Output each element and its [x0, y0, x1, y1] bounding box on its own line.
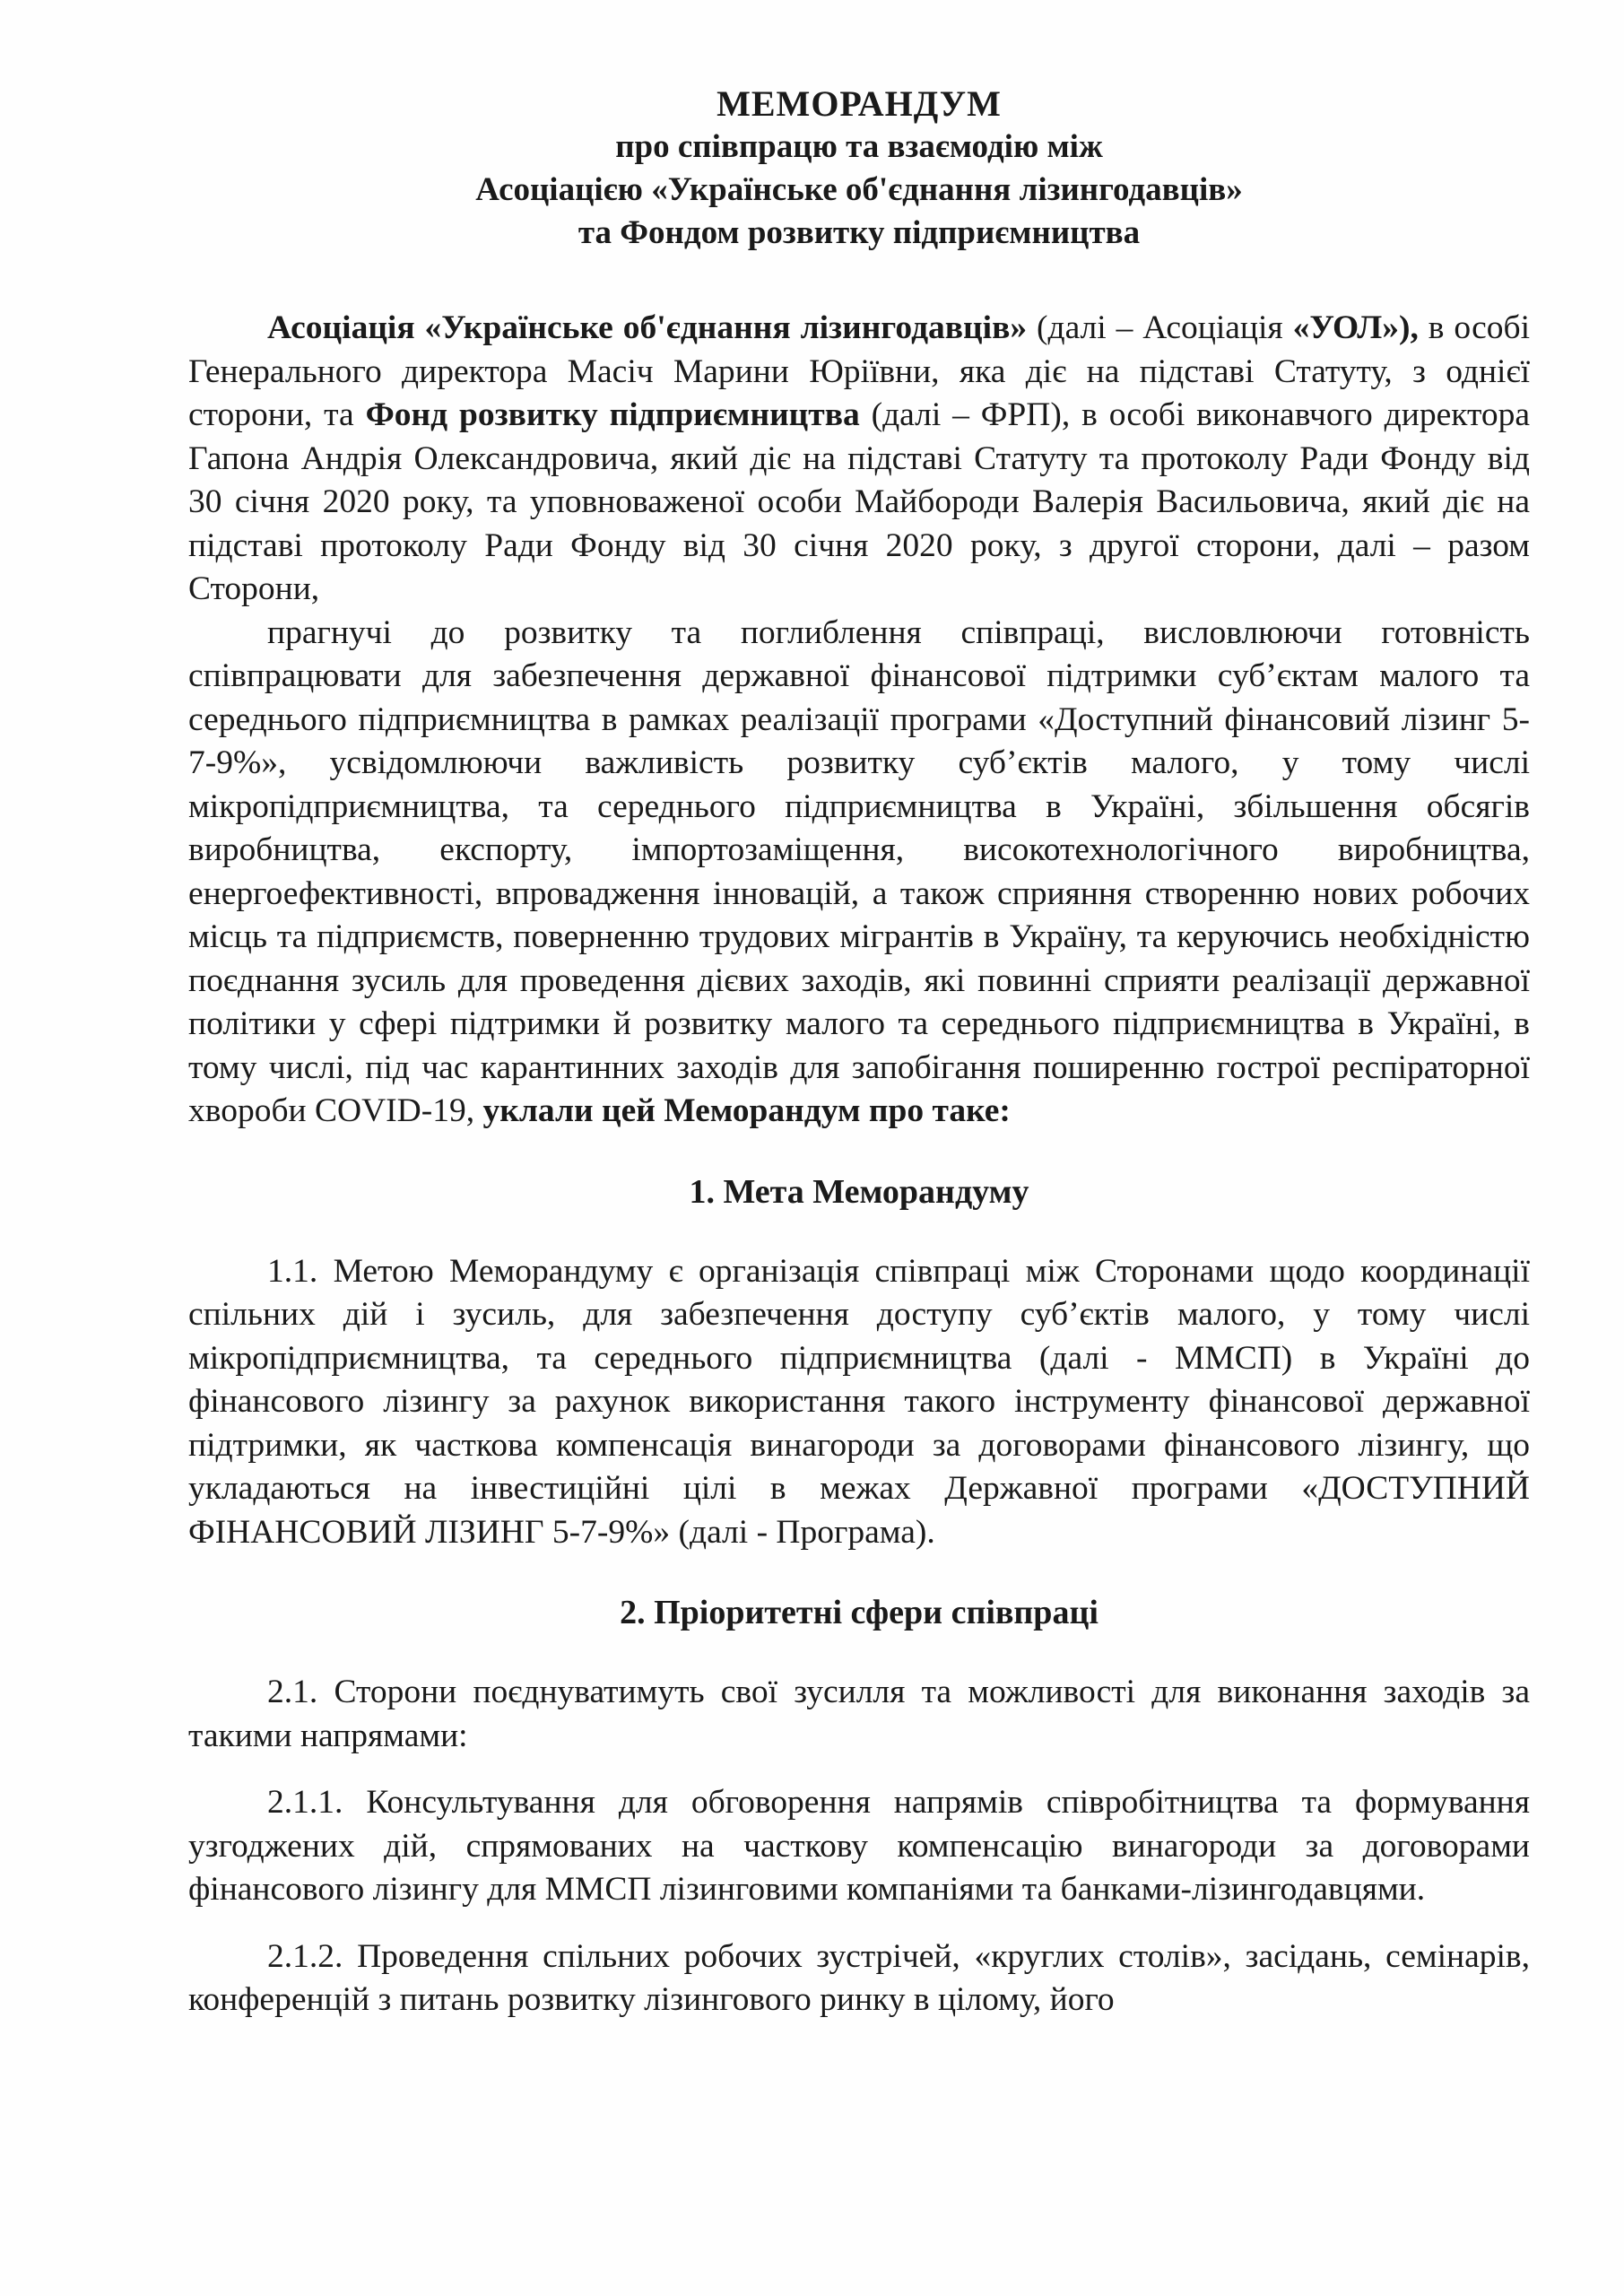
clause-2-1-2: 2.1.2. Проведення спільних робочих зустрічей, «круглих столів», засідань, семінарів, конференцій з питань розвитку лізингового ринку в цілому, його — [188, 1937, 1530, 2018]
section-1-heading: 1. Мета Меморандуму — [689, 1172, 1029, 1211]
title-line-2: про співпрацю та взаємодію між — [615, 128, 1103, 165]
preamble-parties — [188, 307, 1530, 612]
section-2-heading: 2. Пріоритетні сфери співпраці — [620, 1594, 1099, 1631]
document-title-block — [188, 83, 1530, 255]
clause-1-1: 1.1. Метою Меморандуму є організація співпраці між Сторонами щодо координації спільних дій і зусиль, для забезпечення доступу суб’єктів малого, у тому числі мікропідприємництва, та середнього підприємництва (далі - ММСП) в Україні до фінансового лізингу за рахунок використання такого інструменту фінансової державної підтримки, як часткова компенсація винагороди за договорами фінансового лізингу, що укладаються на інвестиційні цілі в межах Державної програми «ДОСТУПНИЙ ФІНАНСОВИЙ ЛІЗИНГ 5-7-9%» (далі - Програма). — [188, 1252, 1530, 1551]
party1-details: в особі Генерального директора Масіч Марини Юріївни, яка діє на підставі Статуту, з однієї сторони, та — [188, 309, 1530, 433]
party1-name: Асоціація «Українське об'єднання лізингодавців» — [267, 309, 1028, 346]
clause-2-1-1: 2.1.1. Консультування для обговорення напрямів співробітництва та формування узгоджених дій, спрямованих на часткову компенсацію винагороди за договорами фінансового лізингу для ММСП лізинговими компаніями та банками-лізингодавцями. — [188, 1784, 1530, 1908]
party1-abbr: «УОЛ»), — [1292, 309, 1419, 346]
party2-name: Фонд розвитку підприємництва — [365, 396, 860, 433]
title-line-4: та Фондом розвитку підприємництва — [578, 214, 1141, 251]
title-line-3: Асоціацією «Українське об'єднання лізингодавців» — [475, 171, 1243, 208]
clause-2-1: 2.1. Сторони поєднуватимуть свої зусилля та можливості для виконання заходів за такими напрямами: — [188, 1674, 1530, 1754]
preamble-intent — [188, 612, 1530, 1134]
intent-conclusion: уклали цей Меморандум про таке: — [482, 1092, 1011, 1129]
document-title: МЕМОРАНДУМ — [716, 83, 1002, 124]
document-body — [188, 83, 1530, 2022]
intent-text: прагнучі до розвитку та поглиблення співпраці, висловлюючи готовність співпрацювати для забезпечення державної фінансової підтримки суб’єктам малого та середнього підприємництва в рамках реалізації програми «Доступний фінансовий лізинг 5-7-9%», усвідомлюючи важливість розвитку суб’єктів малого, у тому числі мікропідприємництва, та середнього підприємництва в Україні, збільшення обсягів виробництва, експорту, імпортозаміщення, високотехнологічного виробництва, енергоефективності, впровадження інновацій, а також сприяння створенню нових робочих місць та підприємств, поверненню трудових мігрантів в Україну, та керуючись необхідністю поєднання зусиль для проведення дієвих заходів, які повинні сприяти реалізації державної політики у сфері підтримки й розвитку малого та середнього підприємництва в Україні, в тому числі, під час карантинних заходів для запобігання поширенню гострої респіраторної хвороби COVID-19, — [188, 613, 1530, 1129]
party2-details: (далі – ФРП), в особі виконавчого директора Гапона Андрія Олександровича, який діє на підставі Статуту та протоколу Ради Фонду від 30 січня 2020 року, та уповноваженої особи Майбороди Валерія Васильовича, який діє на підставі протоколу Ради Фонду від 30 січня 2020 року, з другої сторони, далі – разом Сторони, — [188, 396, 1530, 607]
party1-mid: (далі – Асоціація — [1027, 309, 1293, 346]
